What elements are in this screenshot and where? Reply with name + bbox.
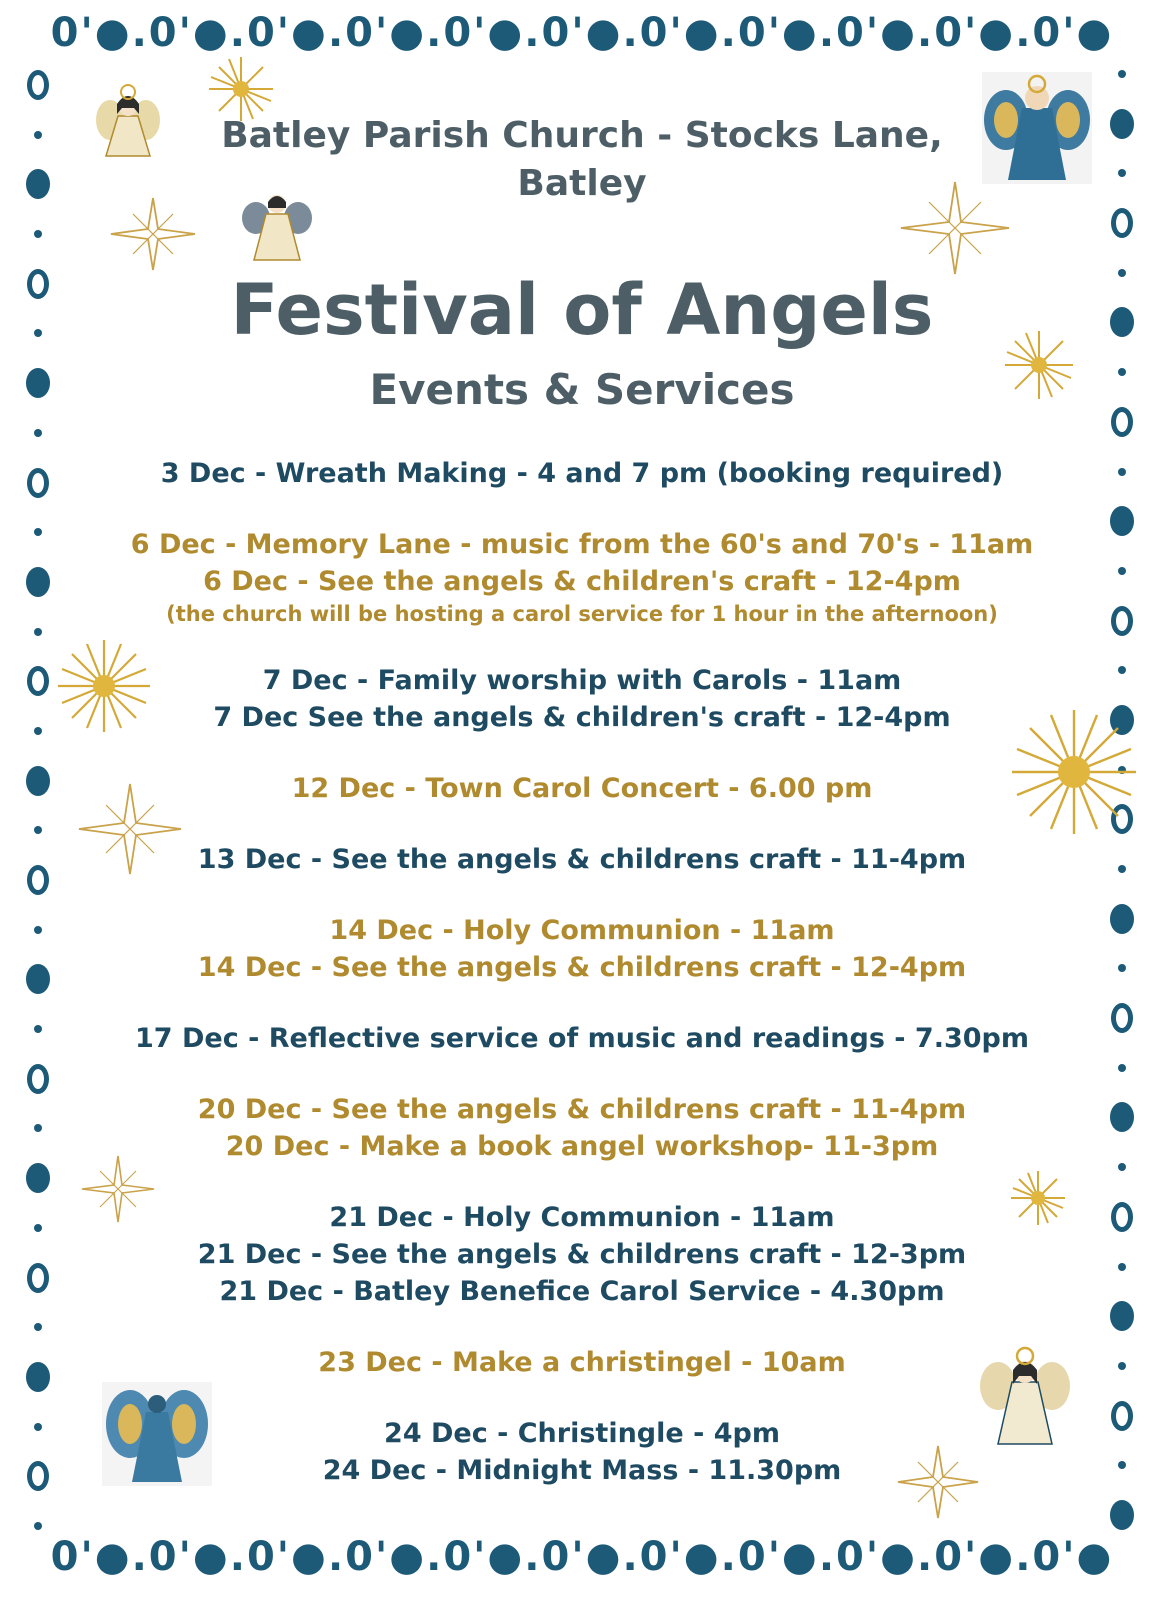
event-group: [70, 912, 1094, 986]
event-group: [70, 1020, 1094, 1057]
address-line-1: Batley Parish Church - Stocks Lane,: [221, 115, 943, 156]
border-dot: [34, 1025, 42, 1033]
event-line: 12 Dec - Town Carol Concert - 6.00 pm: [291, 773, 873, 804]
border-dot: [27, 269, 49, 299]
border-dot: [1118, 169, 1126, 177]
border-dot: [1110, 904, 1134, 934]
events-list: [70, 455, 1094, 1523]
border-dot: [1111, 1202, 1133, 1232]
border-dot: [1118, 1461, 1126, 1469]
poster-subtitle: Events & Services: [369, 365, 795, 414]
event-note: (the church will be hosting a carol service for 1 hour in the afternoon): [166, 602, 998, 626]
border-dot: [34, 1323, 42, 1331]
event-group: [70, 770, 1094, 807]
border-dot: [1118, 70, 1126, 78]
border-top: 0'●.0'●.0'●.0'●.0'●.0'●.0'●.0'●.0'●.0'●.0'●: [50, 10, 1114, 56]
border-dot: [1118, 1362, 1126, 1370]
border-dot: [27, 468, 49, 498]
border-dot: [34, 1124, 42, 1132]
border-dot: [26, 766, 50, 796]
border-dot: [27, 1263, 49, 1293]
border-dot: [26, 169, 50, 199]
border-dot: [34, 628, 42, 636]
event-group: [70, 526, 1094, 628]
event-group: [70, 1091, 1094, 1165]
event-line: 21 Dec - Batley Benefice Carol Service - 4.30pm: [219, 1276, 945, 1307]
event-line: 14 Dec - Holy Communion - 11am: [329, 915, 835, 946]
border-dot: [1118, 964, 1126, 972]
event-line: 23 Dec - Make a christingel - 10am: [318, 1347, 846, 1378]
border-dot: [1118, 666, 1126, 674]
event-line: 24 Dec - Christingle - 4pm: [384, 1418, 780, 1449]
event-line: 3 Dec - Wreath Making - 4 and 7 pm (booking required): [160, 458, 1004, 489]
border-dot: [27, 865, 49, 895]
border-dot: [34, 727, 42, 735]
border-dot: [34, 1522, 42, 1530]
event-line: 13 Dec - See the angels & childrens craft - 11-4pm: [197, 844, 967, 875]
border-dot: [1111, 606, 1133, 636]
border-dot: [1118, 567, 1126, 575]
border-dot: [1110, 109, 1134, 139]
border-dot: [34, 329, 42, 337]
border-dot: [26, 1362, 50, 1392]
border-dot: [1110, 1102, 1134, 1132]
event-line: 20 Dec - See the angels & childrens craft - 11-4pm: [197, 1094, 967, 1125]
border-dot: [27, 1064, 49, 1094]
border-dot: [34, 528, 42, 536]
event-group: [70, 662, 1094, 736]
event-line: 24 Dec - Midnight Mass - 11.30pm: [322, 1455, 842, 1486]
event-line: 6 Dec - Memory Lane - music from the 60's and 70's - 11am: [130, 529, 1034, 560]
border-dot: [1111, 1003, 1133, 1033]
border-dot: [1110, 1500, 1134, 1530]
event-line: 21 Dec - Holy Communion - 11am: [329, 1202, 835, 1233]
poster-title: Festival of Angels: [230, 269, 934, 351]
border-dot: [1118, 865, 1126, 873]
event-line: 17 Dec - Reflective service of music and readings - 7.30pm: [135, 1023, 1029, 1054]
border-dot: [1118, 1163, 1126, 1171]
event-group: [70, 1199, 1094, 1310]
address-line-2: Batley: [517, 163, 647, 204]
border-dot: [34, 131, 42, 139]
event-group: [70, 455, 1094, 492]
event-line: 7 Dec See the angels & children's craft - 12-4pm: [213, 702, 951, 733]
border-dot: [1118, 1064, 1126, 1072]
border-dot: [34, 826, 42, 834]
border-dot: [1118, 468, 1126, 476]
church-address: [70, 112, 1094, 208]
border-dot: [26, 964, 50, 994]
border-dot: [34, 926, 42, 934]
event-line: 21 Dec - See the angels & childrens craft - 12-3pm: [197, 1239, 967, 1270]
border-dot: [1111, 407, 1133, 437]
border-dot: [1118, 1263, 1126, 1271]
border-dot: [34, 230, 42, 238]
border-dot: [1110, 1301, 1134, 1331]
border-dot: [27, 1461, 49, 1491]
border-dot: [26, 1163, 50, 1193]
event-group: [70, 1415, 1094, 1489]
border-dot: [34, 1224, 42, 1232]
border-dot: [1110, 506, 1134, 536]
border-dot: [1118, 269, 1126, 277]
border-dot: [1118, 368, 1126, 376]
event-line: 14 Dec - See the angels & childrens craft - 12-4pm: [197, 952, 967, 983]
border-dot: [1111, 208, 1133, 238]
border-bottom: 0'●.0'●.0'●.0'●.0'●.0'●.0'●.0'●.0'●.0'●.0'●: [50, 1534, 1114, 1580]
event-group: [70, 1344, 1094, 1381]
border-dot: [27, 70, 49, 100]
border-dot: [34, 1423, 42, 1431]
border-dot: [26, 368, 50, 398]
event-line: 6 Dec - See the angels & children's craft - 12-4pm: [203, 566, 961, 597]
border-dot: [1110, 307, 1134, 337]
event-line: 20 Dec - Make a book angel workshop- 11-3pm: [225, 1131, 939, 1162]
border-dot: [27, 666, 49, 696]
border-dot: [26, 567, 50, 597]
border-dot: [1111, 1401, 1133, 1431]
border-dot: [34, 429, 42, 437]
border-left: [8, 70, 68, 1530]
event-line: 7 Dec - Family worship with Carols - 11am: [262, 665, 902, 696]
event-group: [70, 841, 1094, 878]
